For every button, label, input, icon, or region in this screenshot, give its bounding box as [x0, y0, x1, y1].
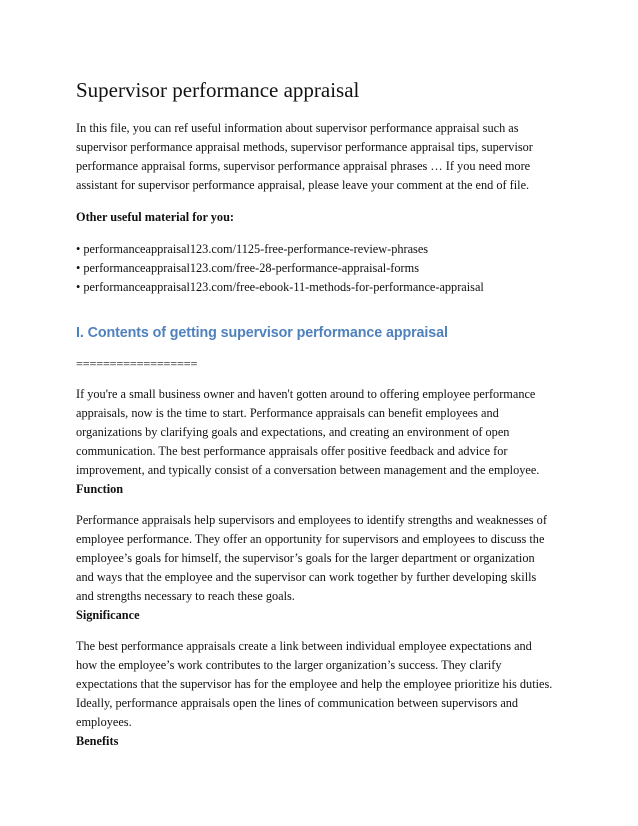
link-appraisal-forms[interactable] — [76, 259, 576, 278]
intro-line: performance appraisal forms, supervisor performance appraisal phrases … If you need more — [76, 159, 531, 173]
intro-line: assistant for supervisor performance appraisal, please leave your comment at the end of file. — [76, 178, 530, 192]
paragraph-line: communication. The best performance appraisals offer positive feedback and advice for — [76, 444, 508, 458]
paragraph-line: Performance appraisals help supervisors and employees to identify strengths and weaknesses of — [76, 513, 547, 527]
paragraph-line: and strengths necessary to reach these goals. — [76, 589, 295, 603]
document-title: Supervisor performance appraisal — [76, 78, 360, 102]
link-ebook-methods[interactable] — [76, 278, 576, 297]
link-text[interactable]: • performanceappraisal123.com/free-28-performance-appraisal-forms — [76, 261, 419, 275]
paragraph-line: expectations that the supervisor has for the employee and help the employee prioritize his duties. — [76, 677, 553, 691]
intro-line: supervisor performance appraisal methods, supervisor performance appraisal tips, supervisor — [76, 140, 533, 154]
paragraph-line: improvement, and typically consist of a conversation between management and the employee. — [76, 463, 540, 477]
paragraph-line: employee’s goals for himself, the supervisor’s goals for the larger department or organization — [76, 551, 535, 565]
link-text[interactable]: • performanceappraisal123.com/free-ebook-11-methods-for-performance-appraisal — [76, 280, 484, 294]
paragraph-line: and ways that the employee and the supervisor can work together by further developing skills — [76, 570, 537, 584]
heading-function: Function — [76, 482, 124, 496]
heading-significance: Significance — [76, 608, 140, 622]
paragraph-line: employees. — [76, 715, 132, 729]
useful-material-heading: Other useful material for you: — [76, 210, 235, 224]
document-content — [76, 78, 576, 751]
paragraph-line: If you're a small business owner and haven't gotten around to offering employee performance — [76, 387, 536, 401]
paragraph-function — [76, 511, 576, 606]
link-review-phrases[interactable] — [76, 240, 576, 259]
intro-line: In this file, you can ref useful information about supervisor performance appraisal such as — [76, 121, 519, 135]
section-heading: I. Contents of getting supervisor performance appraisal — [76, 325, 448, 341]
paragraph-line: Ideally, performance appraisals open the lines of communication between supervisors and — [76, 696, 519, 710]
intro-paragraph — [76, 119, 576, 195]
paragraph-overview — [76, 385, 576, 480]
heading-benefits: Benefits — [76, 734, 119, 748]
paragraph-line: The best performance appraisals create a link between individual employee expectations and — [76, 639, 532, 653]
paragraph-line: employee performance. They offer an opportunity for supervisors and employees to discuss the — [76, 532, 545, 546]
link-text[interactable]: • performanceappraisal123.com/1125-free-performance-review-phrases — [76, 242, 429, 256]
paragraph-significance — [76, 637, 576, 732]
paragraph-line: appraisals, now is the time to start. Performance appraisals can benefit employees and — [76, 406, 499, 420]
paragraph-line: how the employee’s work contributes to the larger organization’s success. They clarify — [76, 658, 502, 672]
paragraph-line: organizations by clarifying goals and expectations, and creating an environment of open — [76, 425, 510, 439]
useful-links-list — [76, 240, 576, 297]
equals-divider: ================== — [76, 357, 198, 371]
